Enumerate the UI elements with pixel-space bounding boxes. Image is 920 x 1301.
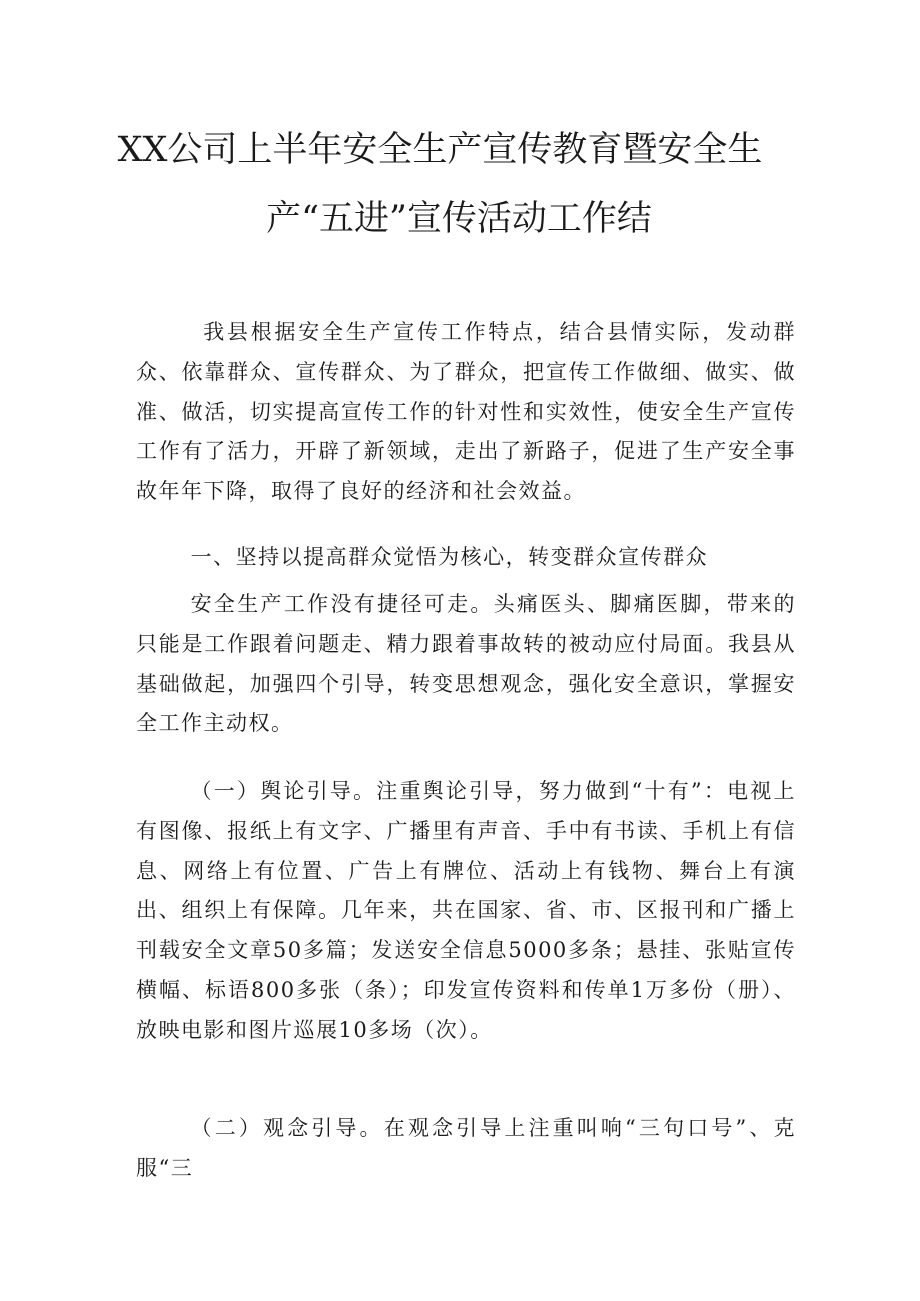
subsection-1-paragraph: （一）舆论引导。注重舆论引导，努力做到“十有”：电视上有图像、报纸上有文字、广播里有声音、手中有书读、手机上有信息、网络上有位置、广告上有牌位、活动上有钱物、舞台上有演出、组织上有保障。几年来，共在国家、省、市、区报刊和广播上刊载安全文章50多篇；发送安全信息5000多条；悬挂、张贴宣传横幅、标语800多张（条）；印发宣传资料和传单1万多份（册）、放映电影和图片巡展10多场（次）。	[136, 779, 796, 1042]
section-1-body-paragraph: 安全生产工作没有捷径可走。头痛医头、脚痛医脚，带来的只能是工作跟着问题走、精力跟着事故转的被动应付局面。我县从基础做起，加强四个引导，转变思想观念，强化安全意识，掌握安全工作主动权。	[136, 592, 796, 736]
subsection-2-paragraph: （二）观念引导。在观念引导上注重叫响“三句口号”、克服“三	[136, 1116, 796, 1180]
document-title-line-1: XX公司上半年安全生产宣传教育暨安全生	[117, 130, 763, 170]
intro-paragraph: 我县根据安全生产宣传工作特点，结合县情实际，发动群众、依靠群众、宣传群众、为了群众，把宣传工作做细、做实、做准、做活，切实提高宣传工作的针对性和实效性，使安全生产宣传工作有了活力，开辟了新领域，走出了新路子，促进了生产安全事故年年下降，取得了良好的经济和社会效益。	[136, 320, 796, 504]
document-title-line-2: 产“五进”宣传活动工作结	[266, 199, 652, 239]
section-heading-1: 一、坚持以提高群众觉悟为核心，转变群众宣传群众	[190, 545, 709, 569]
